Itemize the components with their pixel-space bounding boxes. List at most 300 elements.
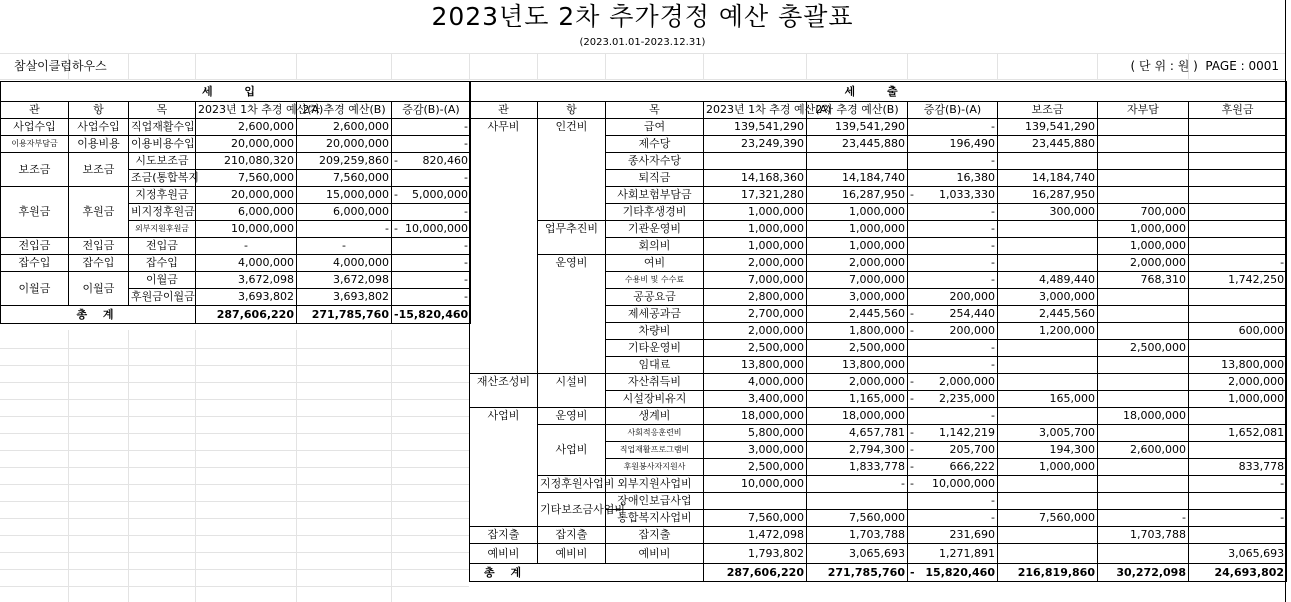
- table-row: [470, 544, 1287, 564]
- self-cell: 1,000,000: [1098, 221, 1189, 238]
- self-cell: [1098, 119, 1189, 136]
- budget-a-cell: 4,000,000: [196, 255, 297, 272]
- budget-a-cell: 2,600,000: [196, 119, 297, 136]
- mok-cell: 잡지출: [606, 527, 704, 544]
- budget-b-cell: 7,560,000: [807, 510, 908, 527]
- diff-cell: -: [908, 408, 998, 425]
- budget-a-cell: 4,000,000: [704, 374, 807, 391]
- total-budget-b: 271,785,760: [807, 564, 908, 582]
- hang-cell: 지정후원사업비: [538, 476, 606, 493]
- mok-cell: 이월금: [129, 272, 196, 289]
- self-cell: 768,310: [1098, 272, 1189, 289]
- budget-a-cell: 2,000,000: [704, 255, 807, 272]
- subsidy-cell: 1,200,000: [998, 323, 1098, 340]
- revenue-header-mok: 목: [129, 102, 196, 119]
- budget-a-cell: 139,541,290: [704, 119, 807, 136]
- mok-cell: 조금(통합복지: [129, 170, 196, 187]
- self-cell: [1098, 170, 1189, 187]
- diff-cell: -: [908, 340, 998, 357]
- subsidy-cell: 4,489,440: [998, 272, 1098, 289]
- budget-a-cell: 3,672,098: [196, 272, 297, 289]
- table-row: [470, 425, 1287, 442]
- subsidy-cell: 16,287,950: [998, 187, 1098, 204]
- mok-cell: 직업재활수입: [129, 119, 196, 136]
- negative-sign: -: [910, 460, 914, 473]
- expense-header-mok: 목: [606, 102, 704, 119]
- donation-cell: [1189, 136, 1287, 153]
- diff-cell: - 2,000,000: [908, 374, 998, 391]
- donation-cell: [1189, 238, 1287, 255]
- budget-a-cell: 2,500,000: [704, 459, 807, 476]
- expense-header-budget-b: 2차 추경 예산(B): [807, 102, 908, 119]
- hang-cell: 인건비: [538, 119, 606, 221]
- mok-cell: 시도보조금: [129, 153, 196, 170]
- budget-a-cell: 6,000,000: [196, 204, 297, 221]
- budget-a-cell: 14,168,360: [704, 170, 807, 187]
- self-cell: [1098, 153, 1189, 170]
- donation-cell: 600,000: [1189, 323, 1287, 340]
- revenue-header-diff: 증감(B)-(A): [392, 102, 471, 119]
- budget-a-cell: -: [196, 238, 297, 255]
- diff-cell: -: [908, 493, 998, 510]
- table-row: [470, 493, 1287, 510]
- diff-cell: -: [908, 221, 998, 238]
- negative-sign: -: [910, 566, 915, 579]
- expense-table: [469, 81, 1287, 582]
- diff-cell: -: [908, 272, 998, 289]
- mok-cell: 사회보험부담금: [606, 187, 704, 204]
- gwan-cell: 잡지출: [470, 527, 538, 544]
- diff-cell: 196,490: [908, 136, 998, 153]
- budget-b-cell: -: [297, 238, 392, 255]
- donation-cell: 833,778: [1189, 459, 1287, 476]
- negative-sign: -: [394, 154, 398, 167]
- diff-cell: -: [392, 136, 471, 153]
- budget-b-cell: 209,259,860: [297, 153, 392, 170]
- budget-a-cell: 3,400,000: [704, 391, 807, 408]
- mok-cell: 기관운영비: [606, 221, 704, 238]
- donation-cell: 1,000,000: [1189, 391, 1287, 408]
- revenue-section-title: 세 입: [1, 82, 471, 102]
- table-row: [470, 476, 1287, 493]
- budget-a-cell: 3,693,802: [196, 289, 297, 306]
- subsidy-cell: 165,000: [998, 391, 1098, 408]
- budget-a-cell: 1,000,000: [704, 238, 807, 255]
- budget-b-cell: 7,560,000: [297, 170, 392, 187]
- hang-cell: 업무추진비: [538, 221, 606, 255]
- diff-cell: 200,000: [908, 289, 998, 306]
- mok-cell: 기타운영비: [606, 340, 704, 357]
- gwan-cell: 전입금: [1, 238, 69, 255]
- budget-a-cell: 1,472,098: [704, 527, 807, 544]
- budget-a-cell: 2,800,000: [704, 289, 807, 306]
- expense-header-budget-a: 2023년 1차 추경 예산(A): [704, 102, 807, 119]
- negative-sign: -: [910, 426, 914, 439]
- table-row: [470, 221, 1287, 238]
- total-self: 30,272,098: [1098, 564, 1189, 582]
- diff-cell: -: [908, 238, 998, 255]
- mok-cell: 자산취득비: [606, 374, 704, 391]
- diff-cell: 16,380: [908, 170, 998, 187]
- revenue-header-hang: 항: [69, 102, 129, 119]
- budget-b-cell: [807, 493, 908, 510]
- budget-a-cell: 7,560,000: [196, 170, 297, 187]
- mok-cell: 공공요금: [606, 289, 704, 306]
- hang-cell: 잡수입: [69, 255, 129, 272]
- total-donation: 24,693,802: [1189, 564, 1287, 582]
- report-title: 2023년도 2차 추가경정 예산 총괄표: [431, 2, 854, 31]
- donation-cell: [1189, 153, 1287, 170]
- diff-cell: - 1,142,219: [908, 425, 998, 442]
- budget-b-cell: 6,000,000: [297, 204, 392, 221]
- budget-b-cell: 4,657,781: [807, 425, 908, 442]
- self-cell: 18,000,000: [1098, 408, 1189, 425]
- self-cell: 2,600,000: [1098, 442, 1189, 459]
- self-cell: [1098, 357, 1189, 374]
- diff-cell: -: [392, 255, 471, 272]
- budget-b-cell: 20,000,000: [297, 136, 392, 153]
- donation-cell: -: [1189, 476, 1287, 493]
- donation-cell: [1189, 187, 1287, 204]
- budget-b-cell: 2,000,000: [807, 374, 908, 391]
- donation-cell: [1189, 408, 1287, 425]
- diff-cell: - 10,000,000: [908, 476, 998, 493]
- gwan-cell: 사업수입: [1, 119, 69, 136]
- self-cell: [1098, 323, 1189, 340]
- budget-b-cell: 15,000,000: [297, 187, 392, 204]
- mok-cell: 퇴직금: [606, 170, 704, 187]
- budget-a-cell: 5,800,000: [704, 425, 807, 442]
- self-cell: [1098, 306, 1189, 323]
- budget-a-cell: 10,000,000: [196, 221, 297, 238]
- total-label: 총 계: [470, 564, 704, 582]
- diff-cell: - 205,700: [908, 442, 998, 459]
- subsidy-cell: 194,300: [998, 442, 1098, 459]
- subsidy-cell: [998, 153, 1098, 170]
- subsidy-cell: [998, 221, 1098, 238]
- budget-b-cell: 2,500,000: [807, 340, 908, 357]
- mok-cell: 이용비용수입: [129, 136, 196, 153]
- budget-a-cell: 1,793,802: [704, 544, 807, 564]
- diff-cell: -: [908, 204, 998, 221]
- negative-sign: -: [910, 443, 914, 456]
- self-cell: 1,000,000: [1098, 238, 1189, 255]
- gwan-cell: 사업비: [470, 408, 538, 527]
- hang-cell: 운영비: [538, 408, 606, 425]
- self-cell: 2,000,000: [1098, 255, 1189, 272]
- mok-cell: 제수당: [606, 136, 704, 153]
- diff-cell: - 254,440: [908, 306, 998, 323]
- self-cell: [1098, 391, 1189, 408]
- diff-cell: 1,271,891: [908, 544, 998, 564]
- budget-a-cell: 2,000,000: [704, 323, 807, 340]
- expense-header-donation: 후원금: [1189, 102, 1287, 119]
- subsidy-cell: 14,184,740: [998, 170, 1098, 187]
- budget-b-cell: 1,833,778: [807, 459, 908, 476]
- budget-a-cell: 1,000,000: [704, 204, 807, 221]
- donation-cell: -: [1189, 510, 1287, 527]
- budget-b-cell: 2,794,300: [807, 442, 908, 459]
- mok-cell: 후원봉사자지원사: [606, 459, 704, 476]
- report-period: (2023.01.01-2023.12.31): [579, 37, 706, 48]
- table-row: [1, 136, 471, 153]
- diff-cell: -: [908, 153, 998, 170]
- budget-b-cell: 139,541,290: [807, 119, 908, 136]
- donation-cell: [1189, 306, 1287, 323]
- mok-cell: 전입금: [129, 238, 196, 255]
- budget-a-cell: 10,000,000: [704, 476, 807, 493]
- budget-a-cell: 7,560,000: [704, 510, 807, 527]
- table-row: [1, 119, 471, 136]
- self-cell: -: [1098, 510, 1189, 527]
- table-row: [1, 272, 471, 289]
- self-cell: 1,703,788: [1098, 527, 1189, 544]
- hang-cell: 후원금: [69, 187, 129, 238]
- diff-cell: - 666,222: [908, 459, 998, 476]
- gwan-cell: 이월금: [1, 272, 69, 306]
- donation-cell: -: [1189, 255, 1287, 272]
- budget-b-cell: 1,000,000: [807, 238, 908, 255]
- donation-cell: [1189, 170, 1287, 187]
- budget-a-cell: 210,080,320: [196, 153, 297, 170]
- total-diff: - 15,820,460: [908, 564, 998, 582]
- mok-cell: 수용비 및 수수료: [606, 272, 704, 289]
- donation-cell: 1,742,250: [1189, 272, 1287, 289]
- hang-cell: 이월금: [69, 272, 129, 306]
- table-row: [1, 153, 471, 170]
- donation-cell: [1189, 204, 1287, 221]
- diff-cell: -: [908, 119, 998, 136]
- budget-b-cell: 2,600,000: [297, 119, 392, 136]
- donation-cell: 2,000,000: [1189, 374, 1287, 391]
- unit-and-page: ( 단 위 : 원 ) PAGE : 0001: [1130, 59, 1279, 73]
- mok-cell: 시설장비유지: [606, 391, 704, 408]
- budget-b-cell: [807, 153, 908, 170]
- gwan-cell: 보조금: [1, 153, 69, 187]
- donation-cell: [1189, 493, 1287, 510]
- subsidy-cell: [998, 476, 1098, 493]
- donation-cell: 1,652,081: [1189, 425, 1287, 442]
- self-cell: [1098, 544, 1189, 564]
- self-cell: [1098, 425, 1189, 442]
- mok-cell: 직업재활프로그램비: [606, 442, 704, 459]
- subsidy-cell: 3,000,000: [998, 289, 1098, 306]
- donation-cell: [1189, 221, 1287, 238]
- budget-b-cell: 3,000,000: [807, 289, 908, 306]
- budget-b-cell: 3,693,802: [297, 289, 392, 306]
- self-cell: 2,500,000: [1098, 340, 1189, 357]
- total-budget-a: 287,606,220: [704, 564, 807, 582]
- subsidy-cell: [998, 493, 1098, 510]
- diff-cell: -: [908, 255, 998, 272]
- expense-header-gwan: 관: [470, 102, 538, 119]
- gwan-cell: 이용자부담금: [1, 136, 69, 153]
- subsidy-cell: 2,445,560: [998, 306, 1098, 323]
- hang-cell: 이용비용: [69, 136, 129, 153]
- diff-cell: - 10,000,000: [392, 221, 471, 238]
- budget-b-cell: 16,287,950: [807, 187, 908, 204]
- expense-section-title: 세 출: [470, 82, 1287, 102]
- subsidy-cell: [998, 408, 1098, 425]
- diff-cell: - 2,235,000: [908, 391, 998, 408]
- negative-sign: -: [910, 307, 914, 320]
- budget-b-cell: 1,703,788: [807, 527, 908, 544]
- budget-a-cell: 20,000,000: [196, 136, 297, 153]
- mok-cell: 사회적응훈련비: [606, 425, 704, 442]
- diff-cell: -: [392, 119, 471, 136]
- table-row: [470, 119, 1287, 136]
- gwan-cell: 사무비: [470, 119, 538, 374]
- negative-sign: -: [394, 222, 398, 235]
- donation-cell: 13,800,000: [1189, 357, 1287, 374]
- table-row: [1, 255, 471, 272]
- table-row: [1, 187, 471, 204]
- budget-b-cell: 4,000,000: [297, 255, 392, 272]
- mok-cell: 예비비: [606, 544, 704, 564]
- budget-a-cell: 17,321,280: [704, 187, 807, 204]
- budget-a-cell: 20,000,000: [196, 187, 297, 204]
- donation-cell: [1189, 442, 1287, 459]
- budget-b-cell: 18,000,000: [807, 408, 908, 425]
- negative-sign: -: [910, 188, 914, 201]
- budget-b-cell: -: [807, 476, 908, 493]
- mok-cell: 통합복지사업비: [606, 510, 704, 527]
- mok-cell: 장애인보급사업: [606, 493, 704, 510]
- subsidy-cell: 1,000,000: [998, 459, 1098, 476]
- budget-b-cell: 2,000,000: [807, 255, 908, 272]
- budget-a-cell: 3,000,000: [704, 442, 807, 459]
- negative-sign: -: [910, 324, 914, 337]
- revenue-total-row: [1, 306, 471, 324]
- hang-cell: 예비비: [538, 544, 606, 564]
- subsidy-cell: [998, 238, 1098, 255]
- mok-cell: 제세공과금: [606, 306, 704, 323]
- subsidy-cell: [998, 527, 1098, 544]
- self-cell: [1098, 136, 1189, 153]
- table-row: [470, 408, 1287, 425]
- total-label: 총 계: [1, 306, 196, 324]
- expense-header-subsidy: 보조금: [998, 102, 1098, 119]
- mok-cell: 잡수입: [129, 255, 196, 272]
- self-cell: [1098, 187, 1189, 204]
- self-cell: [1098, 476, 1189, 493]
- expense-header-hang: 항: [538, 102, 606, 119]
- self-cell: [1098, 493, 1189, 510]
- diff-cell: - 1,033,330: [908, 187, 998, 204]
- hang-cell: 운영비: [538, 255, 606, 374]
- mok-cell: 비지정후원금: [129, 204, 196, 221]
- self-cell: 700,000: [1098, 204, 1189, 221]
- hang-cell: 시설비: [538, 374, 606, 408]
- subsidy-cell: 300,000: [998, 204, 1098, 221]
- table-row: [470, 374, 1287, 391]
- budget-b-cell: 13,800,000: [807, 357, 908, 374]
- subsidy-cell: 3,005,700: [998, 425, 1098, 442]
- diff-cell: -: [908, 357, 998, 374]
- budget-b-cell: 3,065,693: [807, 544, 908, 564]
- revenue-header-budget-a: 2023년 1차 추경 예산(A): [196, 102, 297, 119]
- budget-a-cell: 1,000,000: [704, 221, 807, 238]
- hang-cell: 보조금: [69, 153, 129, 187]
- revenue-table: [0, 81, 471, 324]
- budget-b-cell: 3,672,098: [297, 272, 392, 289]
- negative-sign: -: [910, 477, 914, 490]
- organization-name: 참살이클럽하우스: [14, 59, 107, 73]
- mok-cell: 지정후원금: [129, 187, 196, 204]
- budget-a-cell: 2,500,000: [704, 340, 807, 357]
- budget-a-cell: 18,000,000: [704, 408, 807, 425]
- total-budget-b: 271,785,760: [297, 306, 392, 324]
- subsidy-cell: 139,541,290: [998, 119, 1098, 136]
- subsidy-cell: [998, 544, 1098, 564]
- donation-cell: [1189, 527, 1287, 544]
- table-row: [470, 527, 1287, 544]
- gwan-cell: 재산조성비: [470, 374, 538, 408]
- total-budget-a: 287,606,220: [196, 306, 297, 324]
- negative-sign: -: [910, 375, 914, 388]
- table-row: [1, 238, 471, 255]
- mok-cell: 차량비: [606, 323, 704, 340]
- budget-b-cell: 7,000,000: [807, 272, 908, 289]
- expense-header-diff: 증감(B)-(A): [908, 102, 998, 119]
- budget-b-cell: 1,000,000: [807, 204, 908, 221]
- mok-cell: 생계비: [606, 408, 704, 425]
- expense-header-self: 자부담: [1098, 102, 1189, 119]
- budget-a-cell: 13,800,000: [704, 357, 807, 374]
- revenue-header-budget-b: 2차 추경 예산(B): [297, 102, 392, 119]
- diff-cell: -: [392, 204, 471, 221]
- gwan-cell: 잡수입: [1, 255, 69, 272]
- subsidy-cell: [998, 255, 1098, 272]
- subsidy-cell: 7,560,000: [998, 510, 1098, 527]
- hang-cell: 사업수입: [69, 119, 129, 136]
- budget-a-cell: 2,700,000: [704, 306, 807, 323]
- subsidy-cell: [998, 374, 1098, 391]
- mok-cell: 회의비: [606, 238, 704, 255]
- gwan-cell: 후원금: [1, 187, 69, 238]
- donation-cell: [1189, 119, 1287, 136]
- total-subsidy: 216,819,860: [998, 564, 1098, 582]
- budget-a-cell: 7,000,000: [704, 272, 807, 289]
- hang-cell: 사업비: [538, 425, 606, 476]
- mok-cell: 기타후생경비: [606, 204, 704, 221]
- mok-cell: 급여: [606, 119, 704, 136]
- mok-cell: 외부지원후원금: [129, 221, 196, 238]
- diff-cell: 231,690: [908, 527, 998, 544]
- mok-cell: 여비: [606, 255, 704, 272]
- budget-b-cell: 14,184,740: [807, 170, 908, 187]
- mok-cell: 종사자수당: [606, 153, 704, 170]
- negative-sign: -: [394, 188, 398, 201]
- subsidy-cell: [998, 340, 1098, 357]
- self-cell: [1098, 374, 1189, 391]
- hang-cell: 전입금: [69, 238, 129, 255]
- table-row: [470, 255, 1287, 272]
- self-cell: [1098, 289, 1189, 306]
- negative-sign: -: [394, 308, 399, 321]
- hang-cell: 잡지출: [538, 527, 606, 544]
- mok-cell: 임대료: [606, 357, 704, 374]
- diff-cell: -: [908, 510, 998, 527]
- donation-cell: [1189, 340, 1287, 357]
- revenue-header-gwan: 관: [1, 102, 69, 119]
- negative-sign: -: [910, 392, 914, 405]
- budget-b-cell: 23,445,880: [807, 136, 908, 153]
- donation-cell: 3,065,693: [1189, 544, 1287, 564]
- budget-b-cell: 1,165,000: [807, 391, 908, 408]
- mok-cell: 외부지원사업비: [606, 476, 704, 493]
- hang-cell: 기타보조금사업비: [538, 493, 606, 527]
